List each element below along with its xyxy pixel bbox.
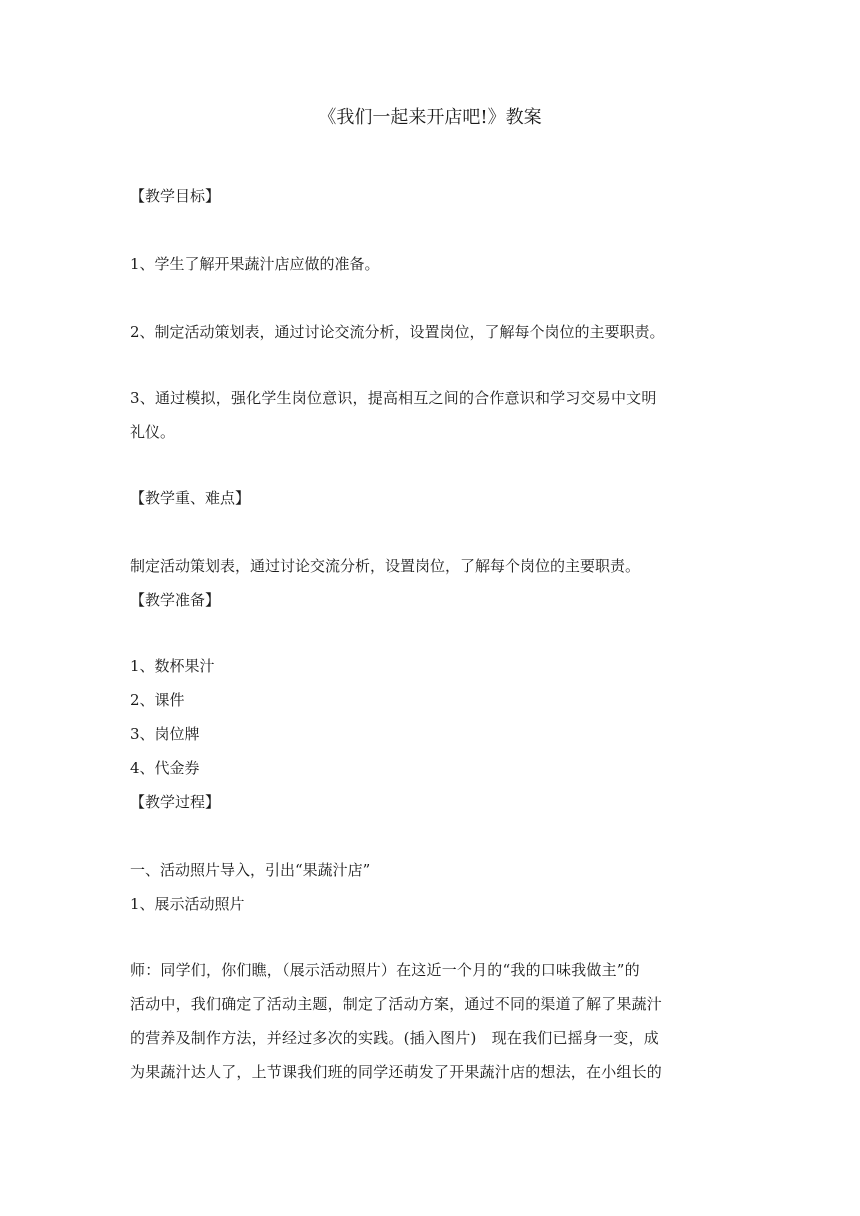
document-title: 《我们一起来开店吧!》教案 [318,107,542,128]
process-paragraph-line-3: 的营养及制作方法，并经过多次的实践。(插入图片) 现在我们已摇身一变，成 [130,1029,659,1047]
process-section-1-title: 一、活动照片导入，引出“果蔬汁店” [130,861,371,879]
key-points-text: 制定活动策划表，通过讨论交流分析，设置岗位，了解每个岗位的主要职责。 [130,557,641,575]
preparation-item-4: 4、代金券 [130,759,200,777]
objectives-heading: 【教学目标】 [130,187,221,205]
objective-item-1: 1、学生了解开果蔬汁店应做的准备。 [130,255,380,273]
key-points-heading: 【教学重、难点】 [130,489,251,507]
process-paragraph-line-4: 为果蔬汁达人了，上节课我们班的同学还萌发了开果蔬汁店的想法，在小组长的 [130,1063,663,1081]
preparation-item-1: 1、数杯果汁 [130,657,215,675]
objective-item-3-line-1: 3、通过模拟，强化学生岗位意识，提高相互之间的合作意识和学习交易中文明 [130,389,657,407]
objective-item-2: 2、制定活动策划表，通过讨论交流分析，设置岗位，了解每个岗位的主要职责。 [130,323,665,341]
preparation-heading: 【教学准备】 [130,591,221,609]
preparation-item-2: 2、课件 [130,691,185,709]
preparation-item-3: 3、岗位牌 [130,725,200,743]
process-paragraph-line-1: 师：同学们，你们瞧，（展示活动照片）在这近一个月的“我的口味我做主”的 [130,961,640,979]
process-step-1: 1、展示活动照片 [130,895,245,913]
process-heading: 【教学过程】 [130,793,221,811]
objective-item-3-line-2: 礼仪。 [130,423,176,441]
process-paragraph-line-2: 活动中，我们确定了活动主题，制定了活动方案，通过不同的渠道了解了果蔬汁 [130,995,663,1013]
